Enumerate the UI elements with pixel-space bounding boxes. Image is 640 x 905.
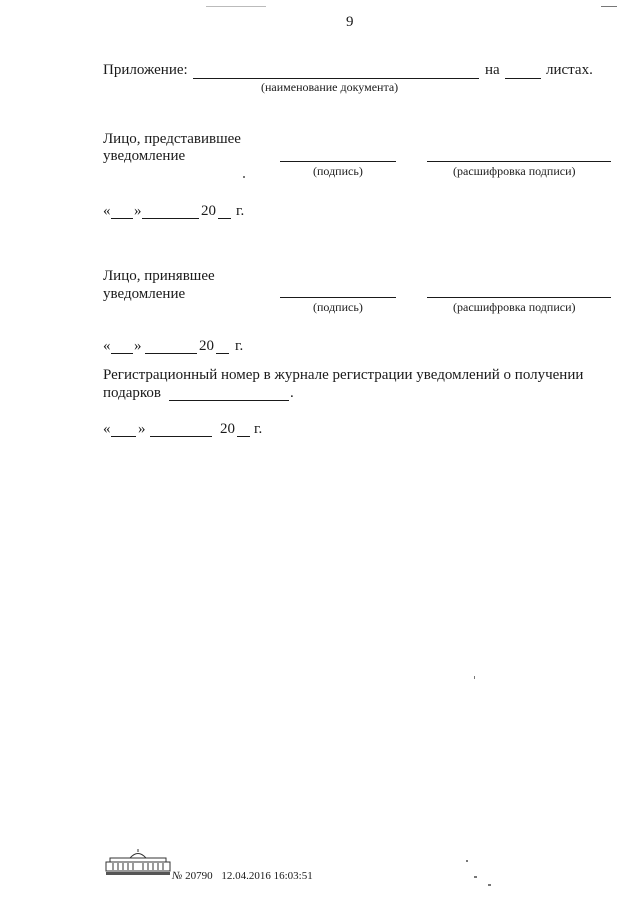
scan-speck [601, 6, 617, 7]
submitter-date-suffix: г. [236, 203, 245, 219]
scan-speck [243, 176, 245, 178]
scan-speck [206, 6, 266, 7]
receiver-date-year-line [216, 353, 229, 354]
registration-text-line2: подарков [103, 385, 161, 401]
submitter-label-line2: уведомление [103, 148, 186, 164]
scan-speck [474, 876, 477, 878]
registration-date-month-line [150, 436, 212, 437]
receiver-label-line1: Лицо, принявшее [103, 268, 215, 284]
receiver-date-open-quote: « [103, 338, 111, 354]
submitter-label-line1: Лицо, представившее [103, 131, 241, 147]
registration-date-suffix: г. [254, 421, 263, 437]
appendix-label: Приложение: [103, 62, 188, 78]
building-stamp-logo [104, 848, 172, 876]
submitter-signature-caption: (подпись) [313, 164, 363, 178]
footer-reg-number: 20790 [185, 870, 213, 882]
registration-text-line1 [103, 367, 611, 384]
receiver-decryption-line [427, 297, 611, 298]
submitter-date-year: 20 [201, 203, 216, 219]
submitter-signature-line [280, 161, 396, 162]
footer-registration [172, 870, 313, 882]
submitter-date-year-line [218, 218, 231, 219]
receiver-date-day-line [111, 353, 133, 354]
submitter-date-month-line [142, 218, 199, 219]
submitter-date-close-quote: » [134, 203, 142, 219]
page-number: 9 [346, 14, 354, 30]
appendix-caption: (наименование документа) [261, 80, 399, 94]
scan-speck [466, 860, 468, 862]
receiver-date-suffix: г. [235, 338, 244, 354]
receiver-decryption-caption: (расшифровка подписи) [453, 300, 576, 314]
scan-speck [474, 676, 475, 679]
registration-date-year: 20 [220, 421, 235, 437]
receiver-date-month-line [145, 353, 197, 354]
receiver-signature-caption: (подпись) [313, 300, 363, 314]
receiver-label-line2: уведомление [103, 286, 186, 302]
appendix-sheets-label: листах. [546, 62, 593, 78]
submitter-date-open-quote: « [103, 203, 111, 219]
registration-date-year-line [237, 436, 250, 437]
submitter-decryption-caption: (расшифровка подписи) [453, 164, 576, 178]
appendix-sheets-line [505, 78, 541, 79]
appendix-on-label: на [485, 62, 500, 78]
footer-datetime: 12.04.2016 16:03:51 [221, 870, 313, 882]
scan-speck [488, 884, 491, 886]
registration-text-period: . [290, 385, 294, 401]
receiver-date-close-quote: » [134, 338, 142, 354]
registration-number-line [169, 400, 289, 401]
receiver-signature-line [280, 297, 396, 298]
submitter-decryption-line [427, 161, 611, 162]
registration-text: Регистрационный номер в журнале регистрации уведомлений о получении [103, 367, 584, 383]
registration-date-close-quote: » [138, 421, 146, 437]
registration-date-open-quote: « [103, 421, 111, 437]
appendix-document-line [193, 78, 479, 79]
receiver-date-year: 20 [199, 338, 214, 354]
submitter-date-day-line [111, 218, 133, 219]
footer-reg-mark: № [172, 870, 183, 882]
registration-date-day-line [111, 436, 136, 437]
